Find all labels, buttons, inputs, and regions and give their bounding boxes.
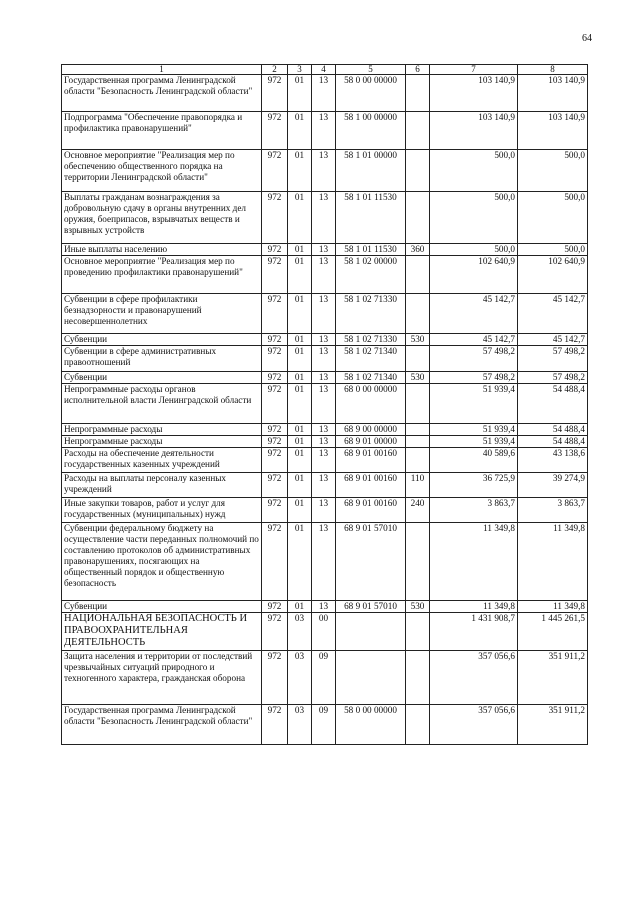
cell-target: 68 9 00 00000: [336, 424, 406, 436]
cell-amount-2: 1 445 261,5: [518, 613, 588, 651]
cell-amount-2: 45 142,7: [518, 334, 588, 346]
cell-target: 68 9 01 57010: [336, 523, 406, 601]
column-header: 3: [288, 65, 312, 75]
table-row: [62, 334, 588, 346]
table-row: [62, 294, 588, 334]
column-header: 4: [312, 65, 336, 75]
cell-subsection: 13: [312, 256, 336, 294]
cell-code: 972: [262, 705, 288, 745]
cell-subsection: 13: [312, 424, 336, 436]
row-name: Государственная программа Ленинградской области "Безопасность Ленинградской области": [62, 705, 262, 745]
row-name: Непрограммные расходы: [62, 424, 262, 436]
cell-type: [406, 448, 430, 473]
cell-subsection: 13: [312, 436, 336, 448]
cell-amount-1: 51 939,4: [430, 384, 518, 424]
cell-section: 01: [288, 334, 312, 346]
cell-amount-1: 45 142,7: [430, 294, 518, 334]
cell-subsection: 13: [312, 150, 336, 192]
cell-amount-1: 500,0: [430, 192, 518, 244]
cell-amount-2: 3 863,7: [518, 498, 588, 523]
cell-amount-2: 103 140,9: [518, 112, 588, 150]
cell-amount-2: 39 274,9: [518, 473, 588, 498]
table-row: [62, 150, 588, 192]
cell-amount-2: 11 349,8: [518, 523, 588, 601]
table-row: [62, 112, 588, 150]
cell-subsection: 13: [312, 346, 336, 372]
cell-amount-2: 57 498,2: [518, 372, 588, 384]
cell-code: 972: [262, 75, 288, 112]
cell-subsection: 13: [312, 448, 336, 473]
cell-section: 01: [288, 436, 312, 448]
cell-type: [406, 384, 430, 424]
cell-section: 03: [288, 613, 312, 651]
cell-target: 68 0 00 00000: [336, 384, 406, 424]
cell-amount-2: 54 488,4: [518, 424, 588, 436]
table-header-row: [62, 65, 588, 75]
cell-section: 03: [288, 705, 312, 745]
column-header: 1: [62, 65, 262, 75]
row-name: Основное мероприятие "Реализация мер по обеспечению общественного порядка на территории Ленинградской области": [62, 150, 262, 192]
row-name: Иные закупки товаров, работ и услуг для государственных (муниципальных) нужд: [62, 498, 262, 523]
cell-type: 530: [406, 372, 430, 384]
cell-type: [406, 112, 430, 150]
cell-code: 972: [262, 498, 288, 523]
cell-subsection: 00: [312, 613, 336, 651]
column-header: 5: [336, 65, 406, 75]
table-row: [62, 372, 588, 384]
cell-amount-1: 40 589,6: [430, 448, 518, 473]
cell-subsection: 09: [312, 705, 336, 745]
cell-amount-1: 103 140,9: [430, 75, 518, 112]
cell-type: [406, 256, 430, 294]
cell-target: 68 9 01 57010: [336, 601, 406, 613]
cell-amount-1: 3 863,7: [430, 498, 518, 523]
cell-code: 972: [262, 334, 288, 346]
table-row: [62, 601, 588, 613]
cell-section: 01: [288, 372, 312, 384]
cell-target: 58 1 00 00000: [336, 112, 406, 150]
table-row: [62, 75, 588, 112]
column-header: 2: [262, 65, 288, 75]
cell-target: 58 1 01 00000: [336, 150, 406, 192]
cell-code: 972: [262, 384, 288, 424]
cell-subsection: 13: [312, 473, 336, 498]
cell-subsection: 13: [312, 372, 336, 384]
row-name: Субвенции: [62, 334, 262, 346]
cell-amount-1: 11 349,8: [430, 523, 518, 601]
cell-target: 58 1 01 11530: [336, 244, 406, 256]
cell-amount-1: 57 498,2: [430, 346, 518, 372]
cell-amount-1: 51 939,4: [430, 436, 518, 448]
cell-subsection: 09: [312, 651, 336, 705]
cell-code: 972: [262, 523, 288, 601]
cell-type: 360: [406, 244, 430, 256]
cell-code: 972: [262, 424, 288, 436]
cell-target: [336, 651, 406, 705]
cell-subsection: 13: [312, 498, 336, 523]
table-row: [62, 256, 588, 294]
table-row: [62, 436, 588, 448]
cell-section: 03: [288, 651, 312, 705]
row-name: Субвенции: [62, 372, 262, 384]
cell-amount-2: 45 142,7: [518, 294, 588, 334]
cell-target: 58 1 02 71340: [336, 372, 406, 384]
row-name: Расходы на выплаты персоналу казенных учреждений: [62, 473, 262, 498]
cell-type: [406, 523, 430, 601]
cell-amount-2: 500,0: [518, 192, 588, 244]
row-name: Субвенции: [62, 601, 262, 613]
row-name: Непрограммные расходы органов исполнительной власти Ленинградской области: [62, 384, 262, 424]
cell-target: 58 1 02 71330: [336, 334, 406, 346]
table-row: [62, 473, 588, 498]
cell-type: [406, 150, 430, 192]
cell-subsection: 13: [312, 384, 336, 424]
row-name: Иные выплаты населению: [62, 244, 262, 256]
row-name: Субвенции федеральному бюджету на осуществление части переданных полномочий по составлению протоколов об административных правонарушениях, посягающих на общественный порядок и общественную безопасность: [62, 523, 262, 601]
page-number: 64: [582, 33, 592, 44]
table-row: [62, 192, 588, 244]
cell-subsection: 13: [312, 112, 336, 150]
cell-target: 68 9 01 00160: [336, 473, 406, 498]
cell-section: 01: [288, 244, 312, 256]
cell-type: [406, 346, 430, 372]
cell-code: 972: [262, 192, 288, 244]
cell-amount-2: 500,0: [518, 244, 588, 256]
cell-section: 01: [288, 523, 312, 601]
cell-code: 972: [262, 112, 288, 150]
row-name: Основное мероприятие "Реализация мер по проведению профилактики правонарушений": [62, 256, 262, 294]
row-name: Выплаты гражданам вознаграждения за добровольную сдачу в органы внутренних дел оружия, боеприпасов, взрывчатых веществ и взрывных устройств: [62, 192, 262, 244]
cell-target: 58 1 02 00000: [336, 256, 406, 294]
cell-code: 972: [262, 651, 288, 705]
cell-section: 01: [288, 346, 312, 372]
cell-section: 01: [288, 384, 312, 424]
cell-amount-1: 57 498,2: [430, 372, 518, 384]
cell-amount-1: 500,0: [430, 150, 518, 192]
cell-subsection: 13: [312, 294, 336, 334]
cell-type: [406, 75, 430, 112]
cell-section: 01: [288, 256, 312, 294]
table-row: [62, 384, 588, 424]
cell-type: 530: [406, 334, 430, 346]
cell-section: 01: [288, 498, 312, 523]
cell-section: 01: [288, 192, 312, 244]
cell-code: 972: [262, 256, 288, 294]
cell-subsection: 13: [312, 75, 336, 112]
cell-section: 01: [288, 112, 312, 150]
cell-amount-1: 11 349,8: [430, 601, 518, 613]
cell-type: 530: [406, 601, 430, 613]
table-row: [62, 424, 588, 436]
cell-section: 01: [288, 294, 312, 334]
cell-amount-1: 357 056,6: [430, 705, 518, 745]
cell-amount-2: 102 640,9: [518, 256, 588, 294]
cell-code: 972: [262, 150, 288, 192]
row-name: Защита населения и территории от последствий чрезвычайных ситуаций природного и техногенного характера, гражданская оборона: [62, 651, 262, 705]
cell-subsection: 13: [312, 192, 336, 244]
cell-target: 58 0 00 00000: [336, 75, 406, 112]
cell-section: 01: [288, 150, 312, 192]
cell-section: 01: [288, 448, 312, 473]
cell-code: 972: [262, 448, 288, 473]
cell-section: 01: [288, 473, 312, 498]
cell-target: 68 9 01 00000: [336, 436, 406, 448]
column-header: 6: [406, 65, 430, 75]
cell-code: 972: [262, 346, 288, 372]
column-header: 7: [430, 65, 518, 75]
cell-amount-2: 103 140,9: [518, 75, 588, 112]
table-row: [62, 705, 588, 745]
table-row: [62, 244, 588, 256]
cell-amount-1: 51 939,4: [430, 424, 518, 436]
cell-target: 68 9 01 00160: [336, 448, 406, 473]
cell-target: [336, 613, 406, 651]
cell-amount-2: 57 498,2: [518, 346, 588, 372]
row-name: Субвенции в сфере профилактики безнадзорности и правонарушений несовершеннолетних: [62, 294, 262, 334]
cell-type: [406, 436, 430, 448]
table-row: [62, 448, 588, 473]
cell-amount-1: 45 142,7: [430, 334, 518, 346]
cell-code: 972: [262, 436, 288, 448]
cell-code: 972: [262, 244, 288, 256]
cell-amount-2: 54 488,4: [518, 436, 588, 448]
cell-type: [406, 294, 430, 334]
cell-target: 58 0 00 00000: [336, 705, 406, 745]
cell-type: 240: [406, 498, 430, 523]
cell-section: 01: [288, 75, 312, 112]
cell-amount-2: 54 488,4: [518, 384, 588, 424]
cell-amount-1: 357 056,6: [430, 651, 518, 705]
cell-amount-1: 1 431 908,7: [430, 613, 518, 651]
cell-amount-2: 351 911,2: [518, 651, 588, 705]
cell-amount-1: 103 140,9: [430, 112, 518, 150]
row-name: Государственная программа Ленинградской области "Безопасность Ленинградской области": [62, 75, 262, 112]
cell-amount-1: 500,0: [430, 244, 518, 256]
cell-subsection: 13: [312, 601, 336, 613]
cell-subsection: 13: [312, 244, 336, 256]
cell-type: [406, 651, 430, 705]
cell-type: 110: [406, 473, 430, 498]
row-name: Подпрограмма "Обеспечение правопорядка и профилактика правонарушений": [62, 112, 262, 150]
column-header: 8: [518, 65, 588, 75]
row-name: Субвенции в сфере административных правоотношений: [62, 346, 262, 372]
cell-section: 01: [288, 424, 312, 436]
cell-amount-1: 102 640,9: [430, 256, 518, 294]
table-row: [62, 498, 588, 523]
cell-amount-2: 43 138,6: [518, 448, 588, 473]
table-row: [62, 613, 588, 651]
row-name: Расходы на обеспечение деятельности государственных казенных учреждений: [62, 448, 262, 473]
table-row: [62, 651, 588, 705]
cell-target: 58 1 01 11530: [336, 192, 406, 244]
budget-table: [61, 64, 588, 745]
row-name: Непрограммные расходы: [62, 436, 262, 448]
cell-target: 58 1 02 71340: [336, 346, 406, 372]
cell-amount-2: 500,0: [518, 150, 588, 192]
cell-amount-2: 11 349,8: [518, 601, 588, 613]
cell-subsection: 13: [312, 523, 336, 601]
cell-code: 972: [262, 473, 288, 498]
cell-target: 68 9 01 00160: [336, 498, 406, 523]
cell-target: 58 1 02 71330: [336, 294, 406, 334]
cell-amount-1: 36 725,9: [430, 473, 518, 498]
table-row: [62, 346, 588, 372]
cell-type: [406, 705, 430, 745]
cell-subsection: 13: [312, 334, 336, 346]
cell-amount-2: 351 911,2: [518, 705, 588, 745]
cell-type: [406, 424, 430, 436]
cell-type: [406, 192, 430, 244]
cell-code: 972: [262, 372, 288, 384]
cell-type: [406, 613, 430, 651]
cell-code: 972: [262, 601, 288, 613]
table-row: [62, 523, 588, 601]
cell-code: 972: [262, 613, 288, 651]
cell-code: 972: [262, 294, 288, 334]
cell-section: 01: [288, 601, 312, 613]
row-name: НАЦИОНАЛЬНАЯ БЕЗОПАСНОСТЬ И ПРАВООХРАНИТЕЛЬНАЯ ДЕЯТЕЛЬНОСТЬ: [62, 613, 262, 651]
